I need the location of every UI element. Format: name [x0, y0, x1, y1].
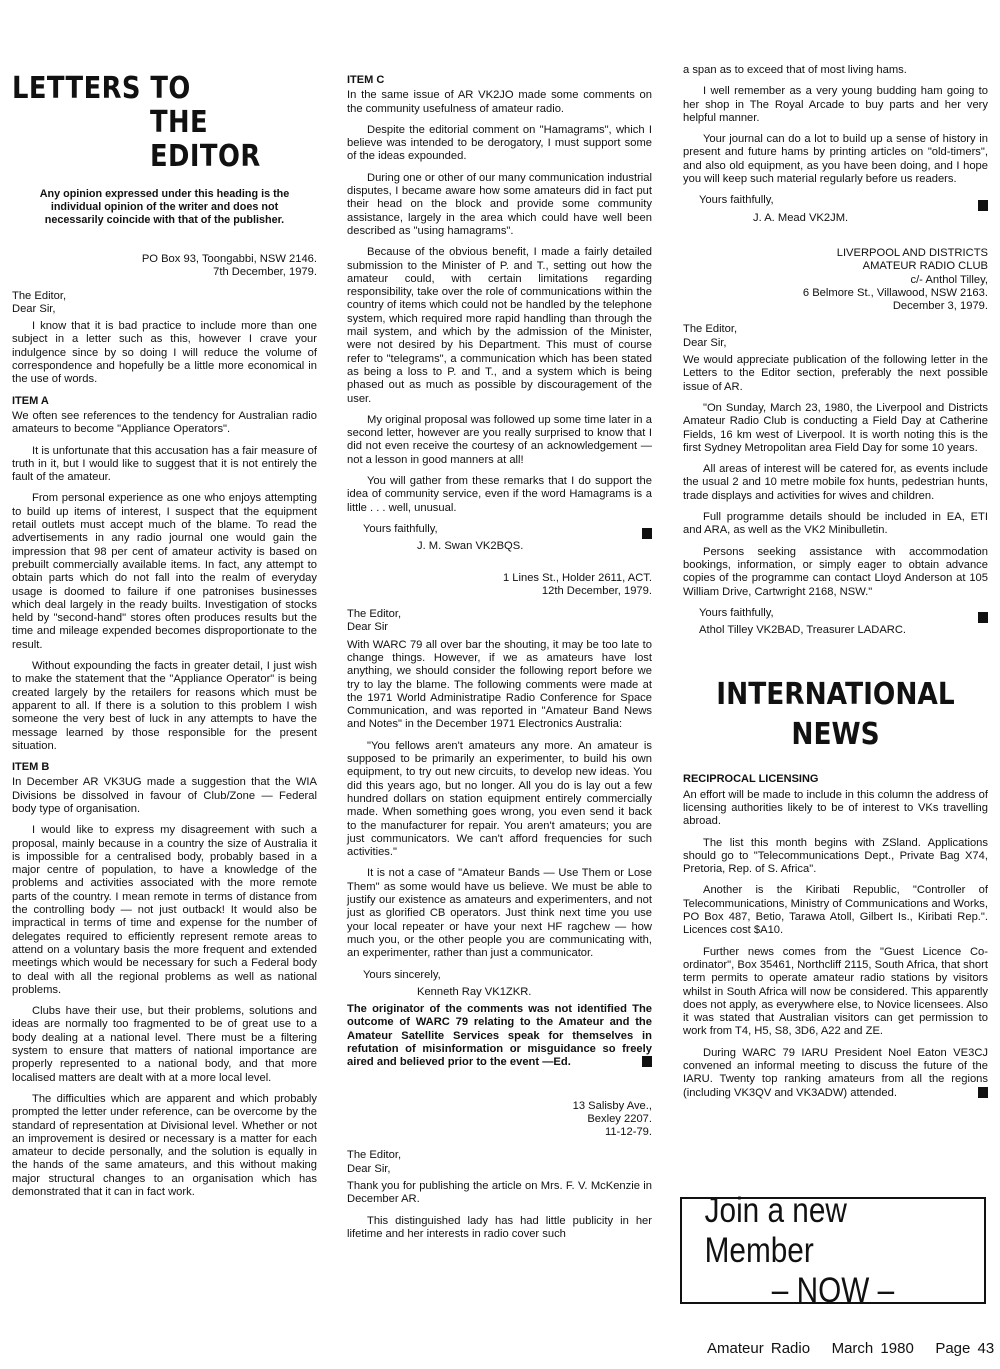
letter1-salutation-1: The Editor,: [12, 289, 67, 302]
heading-news: NEWS: [791, 717, 880, 753]
letter4-para-5: Persons seeking assistance with accommodation bookings, information, or simply eager to obtain advance copies of the programme can contact Lloyd Anderson at 105 William Drive, Cartwright 2168, NSW.": [683, 545, 988, 598]
footer-page: Page 43: [935, 1340, 995, 1357]
club-name-2: AMATEUR RADIO CLUB: [862, 260, 988, 273]
letter2-date: 12th December, 1979.: [541, 584, 652, 597]
end-mark-icon: [642, 528, 652, 539]
item-a-para-1: We often see references to the tendency for Australian radio amateurs to become "Appliance Operators".: [12, 409, 317, 436]
letter4-para-3: All areas of interest will be catered for, as events include the usual 2 and 10 metre mobile fox hunts, pedestrian hunts, trade displays and activities for wives and children.: [683, 463, 988, 502]
letter4-para-2: "On Sunday, March 23, 1980, the Liverpool and Districts Amateur Radio Club is conducting a Field Day at Catherine Fields, 16 km west of Liverpool. It is worth noting this is the first Sydney Metropolitan area Field Day for some 10 years.: [683, 401, 988, 454]
join-line-2: – NOW –: [771, 1270, 895, 1310]
news-para-2: The list this month begins with ZSland. Applications should go to "Telecommunications Dept., Private Bag X74, Pretoria, Rep. of S. Africa".: [683, 836, 988, 876]
letter3-date: 11-12-79.: [604, 1126, 652, 1139]
heading-letters-to: LETTERS TO: [12, 71, 191, 106]
item-a-para-2: It is unfortunate that this accusation has a fair measure of truth in it, but I would like to suggest that it is not entirely the fault of the amateur.: [12, 444, 317, 484]
letter4-para-1: We would appreciate publication of the following letter in the Letters to the Editor section, preferably the next possible issue of AR.: [683, 354, 988, 393]
news-para-5: [683, 1047, 988, 1100]
letter3-para-2: This distinguished lady has had little publicity in her lifetime and her interests in radio cover such: [347, 1214, 652, 1240]
letter2-salutation-2: Dear Sir: [347, 621, 389, 634]
letter4-date: December 3, 1979.: [892, 300, 988, 313]
item-c-heading: ITEM C: [347, 74, 385, 86]
signature-text: Athol Tilley VK2BAD, Treasurer LADARC.: [699, 624, 907, 637]
letter2-salutation-1: The Editor,: [347, 608, 402, 621]
club-address: 6 Belmore St., Villawood, NSW 2163.: [802, 286, 988, 299]
letter1-signature: [347, 540, 652, 553]
signature-text: J. A. Mead VK2JM.: [753, 211, 849, 224]
letter4-salutation-1: The Editor,: [683, 323, 738, 336]
letter3-para-2-cont: a span as to exceed that of most living hams.: [683, 64, 907, 76]
item-c-para-6: You will gather from these remarks that I do support the idea of community service, even if the word Hamagrams is a little . . . well, unusual.: [347, 475, 652, 514]
signature-text: J. M. Swan VK2BQS.: [417, 540, 524, 553]
end-mark-icon: [978, 612, 988, 623]
item-c-para-5: My original proposal was followed up some time later in a second letter, however are you really surprised to know that I did not even receive the courtesy of an acknowledgement — not a lesson in good manners at all!: [347, 413, 652, 466]
editor-note: [347, 1003, 652, 1069]
letter1-salutation-2: Dear Sir,: [12, 302, 56, 315]
item-b-heading: ITEM B: [12, 761, 50, 774]
letter3-salutation-1: The Editor,: [347, 1149, 402, 1162]
column-right: [683, 64, 988, 1108]
end-mark-icon: [978, 200, 988, 211]
news-para-3: Another is the Kiribati Republic, "Controller of Telecommunications, Ministry of Communications and Works, PO Box 487, Betio, Tarawa Atoll, Gilbert Is., Kiribati Rep.". Licences cost $A10.: [683, 884, 988, 937]
letter2-para-1: With WARC 79 all over bar the shouting, it may be too late to change things. However, if we as amateurs have lost anything, we should consider the following report before we try to lay the blame. The following comments were made at the 1971 World Administratipe Radio Conference for Space Communication, and was reported in "Amateur Band News and Notes" in the December 1971 Electronics Australia:: [347, 638, 652, 731]
item-b-para-3: Clubs have their use, but their problems, solutions and ideas are normally too fragmented to be of great use to a body dealing at a national level. There must be a filtering system to ensure that matters of national importance are properly represented to a national body, and that more localised matters are dealt with at a more local level.: [12, 1005, 317, 1084]
letter1-date: 7th December, 1979.: [213, 266, 317, 279]
letter3-para-4: Your journal can do a lot to build up a sense of history in present and future hams by printing articles on "old-timers", and also old equipment, as you have been doing, and I hope you will keep such material regularly before us readers.: [683, 133, 988, 186]
end-mark-icon: [978, 1087, 988, 1098]
letter3-address-1: 13 Salisby Ave.,: [572, 1099, 652, 1112]
club-contact: c/- Anthol Tilley,: [910, 273, 988, 286]
footer-publication: Amateur Radio: [707, 1340, 811, 1357]
letter4-para-4: Full programme details should be included in EA, ETI and ARA, as well as the VK2 Minibulletin.: [683, 511, 988, 537]
news-para-5-text: During WARC 79 IARU President Noel Eaton VE3CJ convened an informal meeting to discuss the future of the IARU. Twenty top ranking amateurs from all the regions (including VK3QV and VK3ADW) attended.: [683, 1046, 988, 1099]
item-b-para-1: In December AR VK3UG made a suggestion that the WIA Divisions be dissolved in favour of Club/Zone — Federal body type of organisation.: [12, 776, 317, 815]
letter1-closing: Yours faithfully,: [363, 522, 438, 535]
letter1-intro: I know that it is bad practice to include more than one subject in a letter such as this, however I crave your indulgence since by so doing I will reduce the volume of correspondence and hopefully be a little more economical in the use of words.: [12, 320, 317, 386]
news-para-4: Further news comes from the "Guest Licence Co-ordinator", Box 35461, Northcliff 2115, South Africa, that short term permits to operate amateur radio stations by visitors whilst in South Africa will now be considered. This apparently does not apply, as everywhere else, to Novice licensees. Also it was stated that Australian visitors can get permission to work from T4, H5, S8, 3D6, A22 and ZE.: [683, 945, 988, 1038]
letter3-closing: Yours faithfully,: [699, 194, 774, 207]
letter2-closing: Yours sincerely,: [363, 968, 441, 981]
letter4-salutation-2: Dear Sir,: [683, 336, 727, 349]
reciprocal-licensing-heading: RECIPROCAL LICENSING: [683, 773, 819, 786]
footer-issue: March 1980: [831, 1340, 914, 1357]
item-a-para-3: From personal experience as one who enjoys attempting to build up items of interest, I suspect that the equipment retail outlets must accept much of the blame. To read the advertisements in any radio journal one would gain the impression that 98 per cent of amateur activity is based on prebuilt commercially available items. In fact, any attempt to obtain parts which do not fall into the realm of everyday usage is doomed to failure if one patronises businesses which deal largely in the ready builts. Investigation of stocks held by "second-hand" stores often produces results but the time and mileage expended becomes disproportionate to the result.: [12, 492, 317, 651]
item-b-para-4: The difficulties which are apparent and which probably prompted the letter under reference, can be overcome by the standard of representation at Divisional level. Whether or not an improvement is desired or necessary is a matter for each amateur to decide personally, and the solution is equally in the hands of the same amateurs, and this without making major structural changes to an organisation which has demonstrated that it can in fact work.: [12, 1092, 317, 1198]
join-member-box: [680, 1190, 986, 1310]
letter3-address-2: Bexley 2207.: [587, 1112, 652, 1125]
letter2-address: 1 Lines St., Holder 2611, ACT.: [502, 571, 652, 584]
column-middle: [347, 72, 652, 1249]
item-c-para-1: In the same issue of AR VK2JO made some comments on the community usefulness of amateur radio.: [347, 89, 652, 115]
item-b-para-2: I would like to express my disagreement with such a proposal, mainly because in a country the size of Australia it is impossible for a centralised body, probably based in a major centre of population, to have a knowledge of the problems and activities associated with the more remote parts of the country. I mean remote in terms of distance from the controlling body — not just outback! It would also be impractical in terms of time and expense for the number of delegates required to efficiently represent remote areas to attend on a voluntary basis the more frequent and extended meetings which would be necessary for such a Federal body to deal with all the regional problems as well as national problems.: [12, 824, 317, 996]
letter3-salutation-2: Dear Sir,: [347, 1162, 391, 1175]
item-c-para-2: Despite the editorial comment on "Hamagrams", which I believe was intended to be derogatory, I must support some of the ideas expounded.: [347, 123, 652, 163]
letter2-para-3: It is not a case of "Amateur Bands — Use Them or Lose Them" as some would have us believe. We must be able to justify our existence as amateurs and experimenters, and not just as glorified CB operators. Just think next time you use your local repeater or have your next HF ragchew — how much you, or the other people you are communicating with, an experimenter, rather than just a communicator.: [347, 867, 652, 960]
column-left: [12, 72, 317, 1207]
club-name-1: LIVERPOOL AND DISTRICTS: [836, 246, 988, 259]
letter1-address: PO Box 93, Toongabbi, NSW 2146.: [141, 253, 317, 265]
letter4-signature: [683, 624, 988, 637]
heading-international: INTERNATIONAL: [716, 677, 955, 713]
letter4-closing: Yours faithfully,: [699, 606, 774, 619]
item-a-heading: ITEM A: [12, 394, 49, 407]
join-line-1: Join a new Member: [704, 1190, 847, 1270]
end-mark-icon: [642, 1056, 652, 1067]
letter2-signature: Kenneth Ray VK1ZKR.: [417, 985, 532, 998]
item-c-para-4: Because of the obvious benefit, I made a fairly detailed submission to the Minister of P. and T., setting out how the amateur could, with certain limitations regarding responsibility, take over the role of communications within the country of items which could not be handled by the telephone system, which required more rapid handling than through the mail system, and which by the admission of the Minister, were not desired by his Department. This must of course refer to "telegrams", a communication which has been stated as being a loss to P. and T., and a system which is being phased out as much as possible by discouragement of the user.: [347, 246, 652, 405]
letter3-para-3: I well remember as a very young budding ham going to her shop in The Royal Arcade to buy parts and her very helpful manner.: [683, 85, 988, 124]
item-a-para-4: Without expounding the facts in greater detail, I just wish to make the statement that the "Appliance Operator" is being created largely by the retailers for reasons which must be apparent to all. If there is a solution to this problem I wish someone the very best of luck in any attempts to have the message learned by those responsible for the present situation.: [12, 660, 317, 752]
letter3-para-1: Thank you for publishing the article on Mrs. F. V. McKenzie in December AR.: [347, 1180, 652, 1206]
letter2-quote: "You fellows aren't amateurs any more. An amateur is supposed to be primarily an experimenter, to build his own equipment, to try out new circuits, to develop new ideas. You did this years ago, but no longer. All you do is lay out a few hundred dollars on station equipment entirely commercially made. When something goes wrong, you even send it back to the manufacturer for repair. You aren't amateurs; you are just communicators. We can't afford frequencies for such activities.": [347, 739, 652, 859]
heading-the-editor: THE EDITOR: [150, 105, 261, 174]
page-footer: [707, 1340, 995, 1357]
news-para-1: An effort will be made to include in this column the address of licensing authorities likely to be of interest to VKs travelling abroad.: [683, 788, 988, 828]
item-c-para-3: During one or other of our many communication industrial disputes, I became aware how some amateurs did in fact put their head on the block and provide some community assistance, largely in the area which could have well been described as "using hamagrams".: [347, 171, 652, 237]
international-news-heading: [701, 675, 969, 755]
letter3-signature: [683, 212, 988, 225]
disclaimer: Any opinion expressed under this heading is the individual opinion of the writer and does not necessarily coincide with that of the publisher.: [39, 188, 290, 226]
editor-note-text: The originator of the comments was not identified The outcome of WARC 79 relating to the Amateur and the Amateur Satellite Services speak for themselves in refutation of misinformation or misguidance so freely aired and believed prior to the event —Ed.: [347, 1003, 652, 1069]
